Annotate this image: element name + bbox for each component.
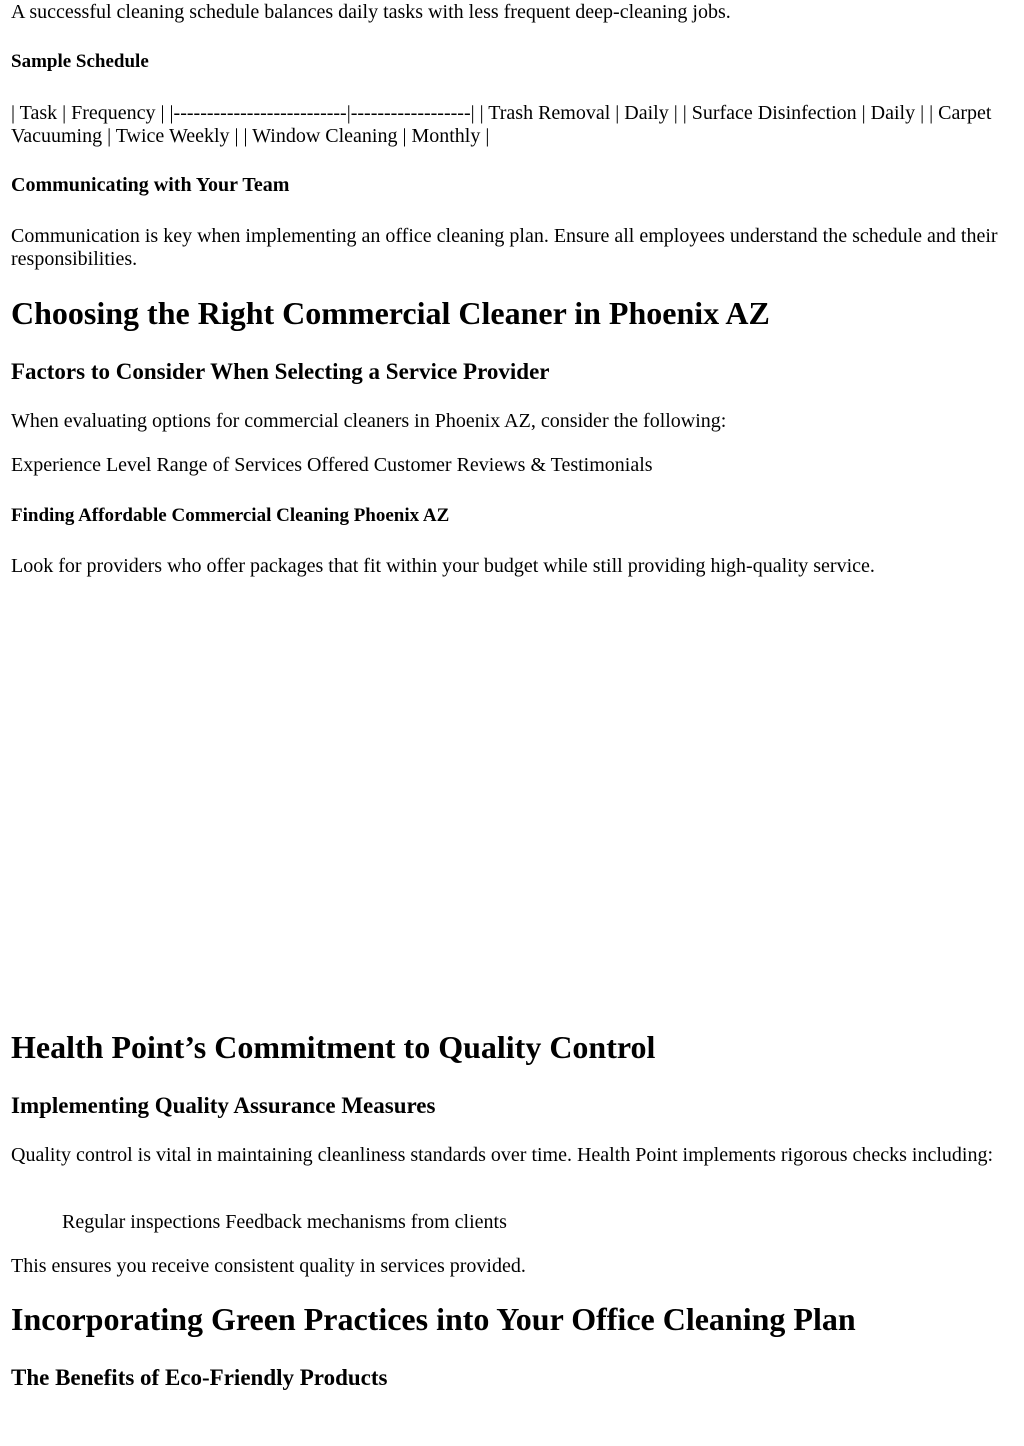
intro-paragraph: A successful cleaning schedule balances daily tasks with less frequent deep-cleaning jobs. [11, 1, 731, 23]
factors-list: Experience Level Range of Services Offered Customer Reviews & Testimonials [11, 454, 653, 476]
factors-paragraph: When evaluating options for commercial cleaners in Phoenix AZ, consider the following: [11, 410, 727, 432]
quality-measures-list: Regular inspections Feedback mechanisms from clients [62, 1211, 507, 1233]
factors-heading: Factors to Consider When Selecting a Service Provider [11, 359, 550, 384]
quality-measures-paragraph: Quality control is vital in maintaining cleanliness standards over time. Health Point implements rigorous checks including: [11, 1144, 994, 1166]
quality-heading: Health Point’s Commitment to Quality Control [11, 1029, 656, 1065]
sample-schedule-table-text: | Task | Frequency | |--------------------------|------------------| | Trash Removal | Daily | | Surface Disinfection | Daily | | Carpet Vacuuming | Twice Weekly | | Window Cleaning | Monthly | [11, 102, 992, 147]
sample-schedule-heading: Sample Schedule [11, 51, 149, 72]
green-heading: Incorporating Green Practices into Your Office Cleaning Plan [11, 1301, 856, 1337]
communicating-paragraph: Communication is key when implementing an office cleaning plan. Ensure all employees understand the schedule and their responsibilities. [11, 225, 998, 270]
green-benefits-heading: The Benefits of Eco-Friendly Products [11, 1365, 388, 1390]
affordable-paragraph: Look for providers who offer packages that fit within your budget while still providing high-quality service. [11, 555, 875, 577]
quality-measures-heading: Implementing Quality Assurance Measures [11, 1093, 436, 1118]
communicating-heading: Communicating with Your Team [11, 174, 290, 196]
affordable-heading: Finding Affordable Commercial Cleaning Phoenix AZ [11, 505, 450, 526]
quality-closing-paragraph: This ensures you receive consistent quality in services provided. [11, 1255, 526, 1277]
choosing-heading: Choosing the Right Commercial Cleaner in Phoenix AZ [11, 295, 770, 331]
